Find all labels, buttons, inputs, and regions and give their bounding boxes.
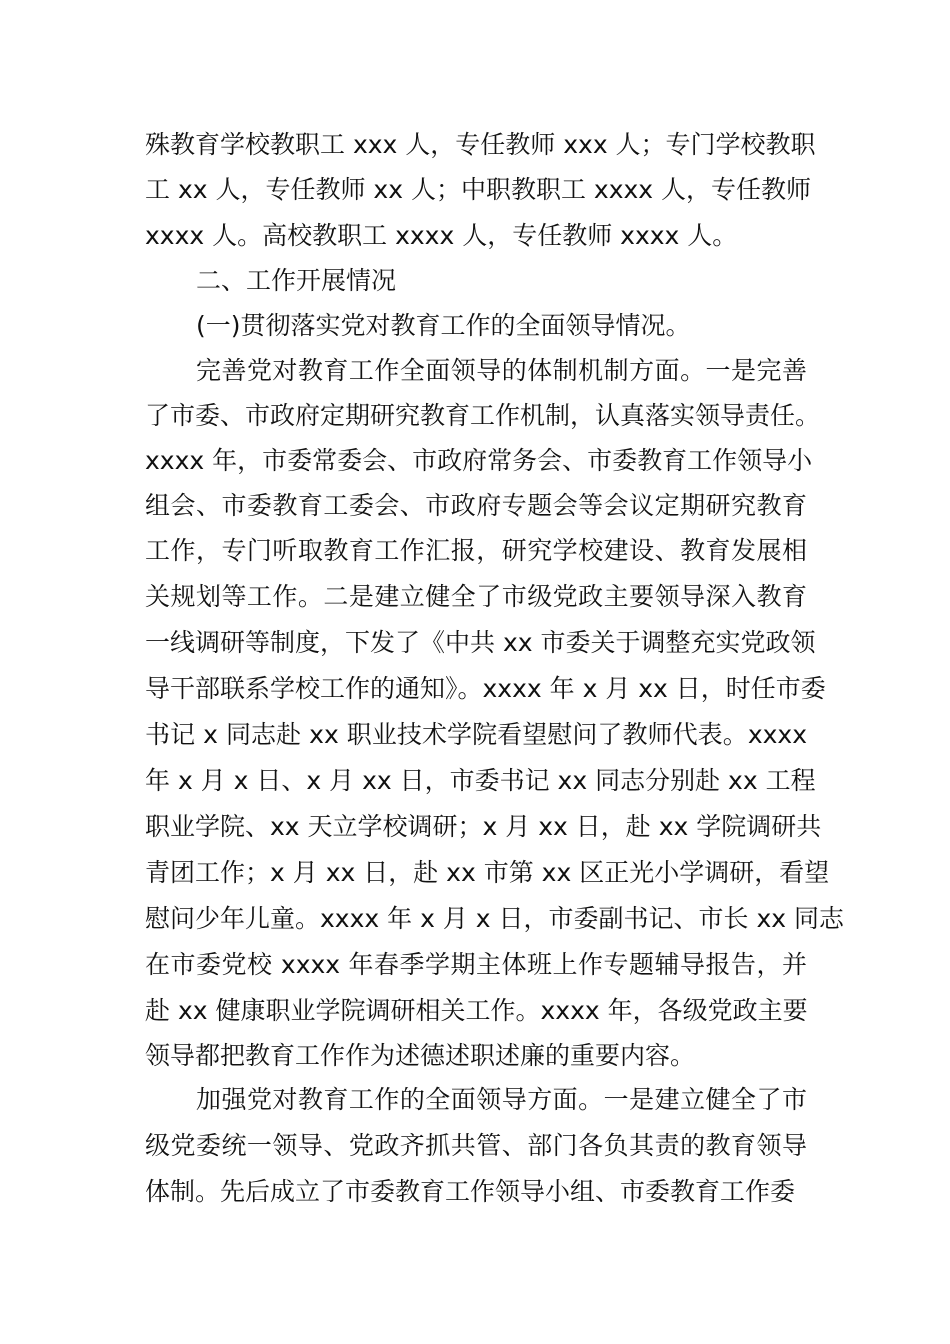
- text-line: 体制。先后成立了市委教育工作领导小组、市委教育工作委: [145, 1177, 796, 1206]
- text-line: 在市委党校 xxxx 年春季学期主体班上作专题辅导报告，并: [145, 950, 807, 979]
- text-line: 领导都把教育工作作为述德述职述廉的重要内容。: [145, 1041, 696, 1070]
- text-line: 关规划等工作。二是建立健全了市级党政主要领导深入教育: [145, 582, 807, 611]
- text-line: 了市委、市政府定期研究教育工作机制，认真落实领导责任。: [145, 401, 821, 430]
- text-line: 加强党对教育工作的全面领导方面。一是建立健全了市: [196, 1085, 807, 1114]
- text-line: 殊教育学校教职工 xxx 人，专任教师 xxx 人；专门学校教职: [145, 130, 816, 159]
- text-line: 慰问少年儿童。xxxx 年 x 月 x 日，市委副书记、市长 xx 同志: [145, 904, 844, 933]
- text-line: 青团工作；x 月 xx 日，赴 xx 市第 xx 区正光小学调研，看望: [145, 858, 830, 887]
- section-heading: 二、工作开展情况: [196, 266, 397, 295]
- text-line: 年 x 月 x 日、x 月 xx 日，市委书记 xx 同志分别赴 xx 工程: [145, 766, 816, 795]
- text-line: 导干部联系学校工作的通知》。xxxx 年 x 月 xx 日，时任市委: [145, 674, 826, 703]
- text-line: 完善党对教育工作全面领导的体制机制方面。一是完善: [196, 356, 807, 385]
- text-line: 书记 x 同志赴 xx 职业技术学院看望慰问了教师代表。xxxx: [145, 720, 807, 749]
- text-line: 级党委统一领导、党政齐抓共管、部门各负其责的教育领导: [145, 1131, 807, 1160]
- text-line: 职业学院、xx 天立学校调研；x 月 xx 日，赴 xx 学院调研共: [145, 812, 822, 841]
- text-line: 组会、市委教育工委会、市政府专题会等会议定期研究教育: [145, 491, 807, 520]
- text-line: 工 xx 人，专任教师 xx 人；中职教职工 xxxx 人，专任教师: [145, 175, 812, 204]
- text-line: xxxx 人。高校教职工 xxxx 人，专任教师 xxxx 人。: [145, 221, 738, 250]
- text-line: xxxx 年，市委常委会、市政府常务会、市委教育工作领导小: [145, 446, 813, 475]
- text-line: 一线调研等制度，下发了《中共 xx 市委关于调整充实党政领: [145, 628, 816, 657]
- subsection-heading: (一)贯彻落实党对教育工作的全面领导情况。: [196, 311, 691, 340]
- text-line: 工作，专门听取教育工作汇报，研究学校建设、教育发展相: [145, 536, 807, 565]
- text-line: 赴 xx 健康职业学院调研相关工作。xxxx 年，各级党政主要: [145, 996, 808, 1025]
